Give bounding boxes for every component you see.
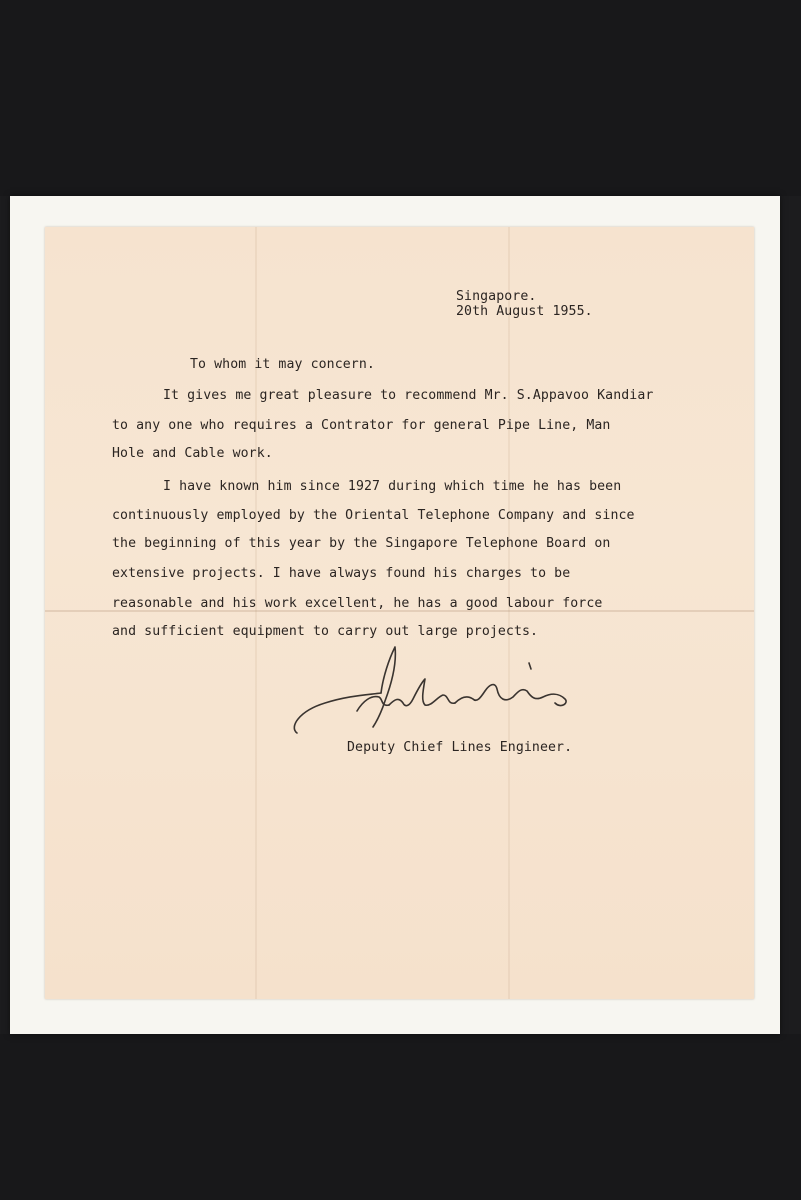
body-line: Hole and Cable work.: [112, 446, 273, 461]
backdrop-bottom: [0, 1034, 801, 1200]
body-line: extensive projects. I have always found his charges to be: [112, 566, 571, 581]
handwritten-signature: [285, 641, 585, 741]
signatory-title: Deputy Chief Lines Engineer.: [347, 740, 573, 755]
letter-place: Singapore.: [456, 289, 537, 304]
body-line: continuously employed by the Oriental Telephone Company and since: [112, 508, 635, 523]
body-line: I have known him since 1927 during which time he has been: [163, 479, 622, 494]
letter-salutation: To whom it may concern.: [190, 357, 375, 372]
letter-date: 20th August 1955.: [456, 304, 593, 319]
body-line: and sufficient equipment to carry out large projects.: [112, 624, 539, 639]
backdrop-top: [0, 0, 801, 196]
body-line: reasonable and his work excellent, he has a good labour force: [112, 596, 603, 611]
body-line: It gives me great pleasure to recommend Mr. S.Appavoo Kandiar: [163, 388, 654, 403]
body-line: the beginning of this year by the Singapore Telephone Board on: [112, 536, 611, 551]
fold-crease-vertical-right: [508, 227, 510, 999]
fold-crease-vertical-left: [255, 227, 257, 999]
body-line: to any one who requires a Contrator for general Pipe Line, Man: [112, 418, 611, 433]
letter-sheet: [45, 227, 754, 999]
